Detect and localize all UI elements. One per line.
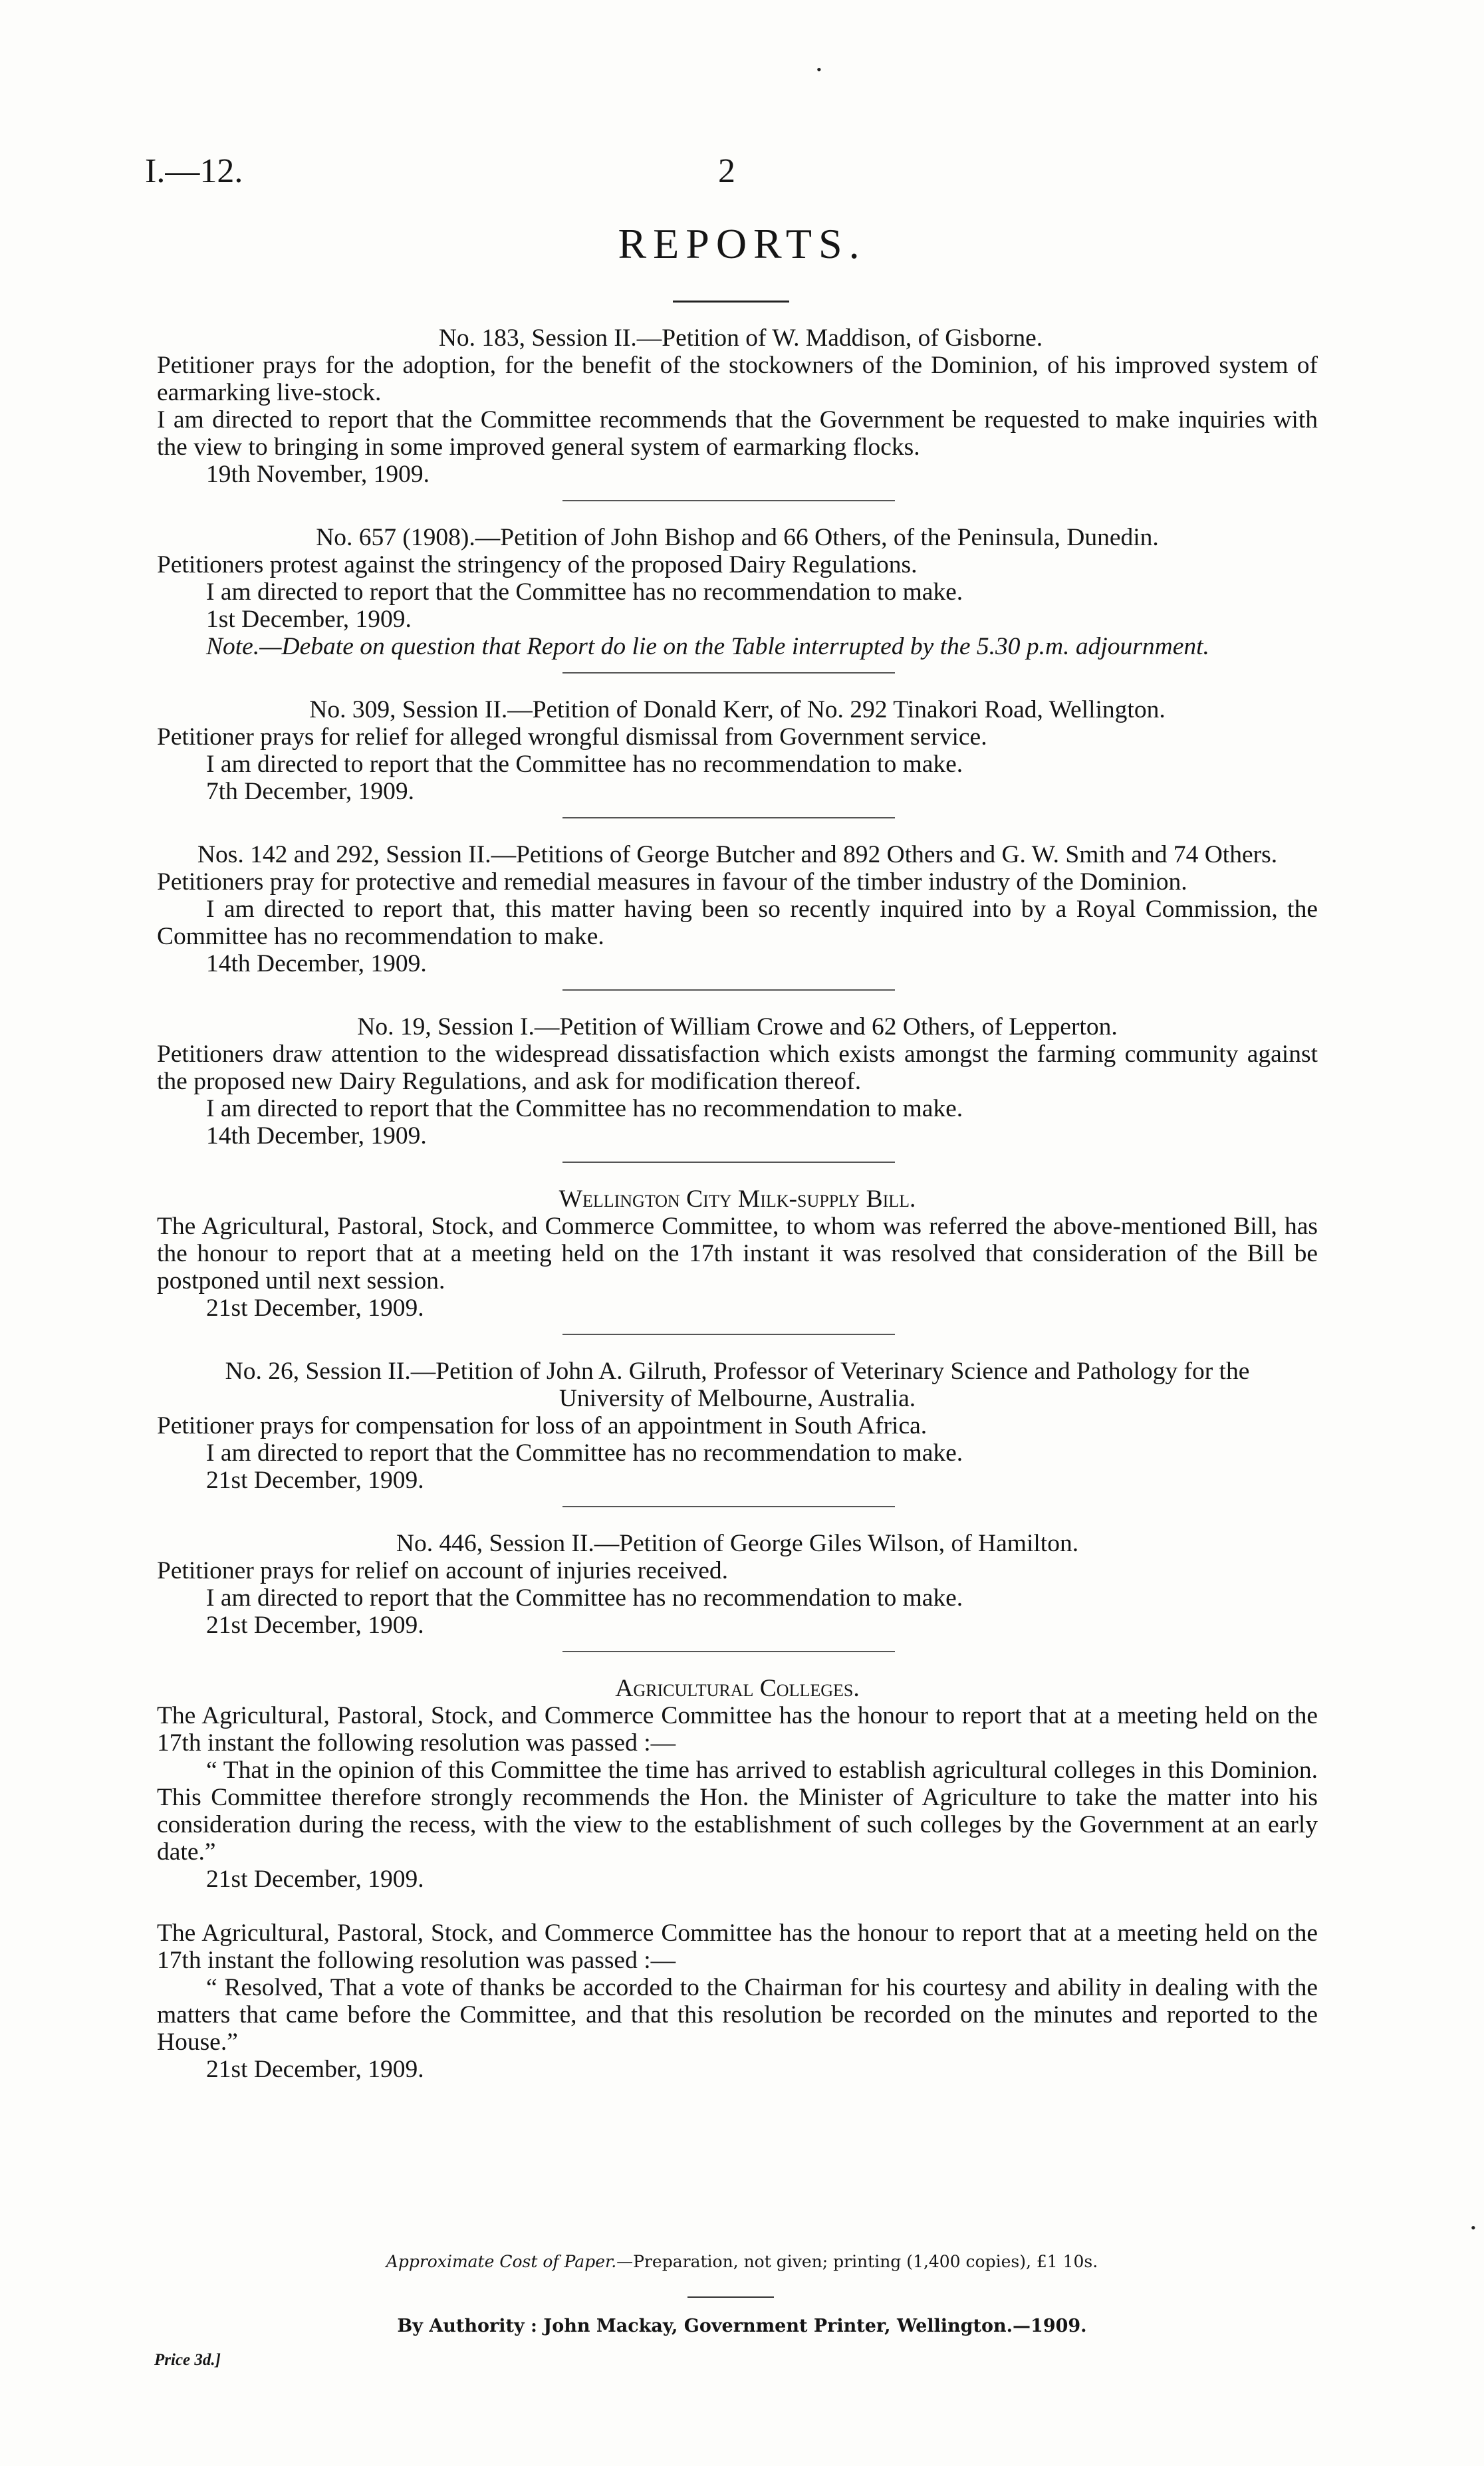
section-paragraph: Petitioner prays for relief for alleged wrongful dismissal from Government service. (157, 723, 987, 751)
cost-text: —Preparation, not given; printing (1,400 copies), £1 10s. (616, 2252, 1098, 2271)
footer-rule (687, 2296, 774, 2298)
section-paragraph: Petitioner prays for the adoption, for the benefit of the stockowners of the Dominion, of his improved system of earmarking live-stock. (157, 352, 1318, 406)
section-paragraph: Petitioners draw attention to the widespread dissatisfaction which exists amongst the farming community against the proposed new Dairy Regulations, and ask for modification thereof. (157, 1041, 1318, 1095)
section-paragraph: I am directed to report that, this matter having been so recently inquired into by a Royal Commission, the Committee has no recommendation to make. (157, 896, 1318, 950)
section-paragraph: The Agricultural, Pastoral, Stock, and Commerce Committee, to whom was referred the above-mentioned Bill, has the honour to report that at a meeting held on the 17th instant it was resolved that consideration of the Bill be postponed until next session. (157, 1213, 1318, 1295)
section-rule (562, 672, 895, 674)
report-section (157, 324, 1318, 501)
section-paragraph: Petitioners pray for protective and remedial measures in favour of the timber industry of the Dominion. (157, 868, 1187, 896)
report-section (157, 1675, 1318, 1893)
section-heading: Agricultural Colleges. (615, 1675, 860, 1702)
report-section (157, 1185, 1318, 1335)
section-paragraph: The Agricultural, Pastoral, Stock, and Commerce Committee has the honour to report that at a meeting held on the 17th instant the following resolution was passed :— (157, 1919, 1318, 1974)
paper-reference: I.—12. (145, 152, 243, 190)
section-rule (562, 1334, 895, 1335)
page-title: REPORTS. (618, 220, 866, 267)
report-section (157, 1013, 1318, 1163)
report-section (157, 1358, 1318, 1507)
section-heading: No. 26, Session II.—Petition of John A. Gilruth, Professor of Veterinary Science and Pathology for the University of Melbourne, Australia. (225, 1358, 1250, 1412)
section-rule (562, 989, 895, 991)
cost-label: Approximate Cost of Paper. (386, 2252, 617, 2271)
report-section (157, 524, 1318, 674)
section-paragraph: I am directed to report that the Committee recommends that the Government be requested to make inquiries with the view to bringing in some improved general system of earmarking flocks. (157, 406, 1318, 461)
section-paragraph: I am directed to report that the Committee has no recommendation to make. (206, 1095, 963, 1122)
section-date: 7th December, 1909. (206, 778, 414, 805)
section-heading: Wellington City Milk-supply Bill. (558, 1185, 916, 1213)
section-paragraph: Petitioners protest against the stringency of the proposed Dairy Regulations. (157, 551, 918, 578)
section-heading: No. 446, Session II.—Petition of George Giles Wilson, of Hamilton. (396, 1530, 1079, 1557)
section-date: 14th December, 1909. (206, 1122, 427, 1150)
section-heading: Nos. 142 and 292, Session II.—Petitions of George Butcher and 892 Others and G. W. Smith and 74 Others. (197, 841, 1278, 868)
cost-of-paper (0, 2252, 1484, 2271)
title-rule (673, 301, 789, 303)
section-paragraph: Petitioner prays for relief on account of injuries received. (157, 1557, 729, 1584)
section-paragraph: The Agricultural, Pastoral, Stock, and Commerce Committee has the honour to report that at a meeting held on the 17th instant the following resolution was passed :— (157, 1702, 1318, 1757)
section-date: 14th December, 1909. (206, 950, 427, 977)
scan-speck-icon: • (816, 61, 822, 78)
section-paragraph: I am directed to report that the Committee has no recommendation to make. (206, 751, 963, 778)
section-rule (562, 1506, 895, 1507)
page-number: 2 (718, 152, 735, 190)
section-paragraph: Petitioner prays for compensation for loss of an appointment in South Africa. (157, 1412, 928, 1439)
section-date: 19th November, 1909. (206, 461, 430, 488)
section-paragraph: I am directed to report that the Committee has no recommendation to make. (206, 1584, 963, 1612)
report-section (157, 1919, 1318, 2083)
price-note: Price 3d.] (154, 2351, 221, 2369)
section-paragraph: I am directed to report that the Committee has no recommendation to make. (206, 578, 963, 606)
section-quote: “ Resolved, That a vote of thanks be accorded to the Chairman for his courtesy and ability in dealing with the matters that came before the Committee, and that this resolution be recorded on the minutes and reported to the House.” (157, 1974, 1318, 2056)
section-date: 21st December, 1909. (206, 1295, 424, 1322)
section-date: 21st December, 1909. (206, 1467, 424, 1494)
section-heading: No. 19, Session I.—Petition of William Crowe and 62 Others, of Lepperton. (357, 1013, 1118, 1041)
section-heading: No. 309, Session II.—Petition of Donald Kerr, of No. 292 Tinakori Road, Wellington. (309, 696, 1166, 723)
printer-authority: By Authority : John Mackay, Government Printer, Wellington.—1909. (397, 2316, 1087, 2336)
section-date: 21st December, 1909. (206, 1612, 424, 1639)
section-rule (562, 1651, 895, 1652)
report-section (157, 696, 1318, 818)
reports-body (157, 324, 1318, 2083)
section-rule (562, 500, 895, 501)
section-note: Note.—Debate on question that Report do lie on the Table interrupted by the 5.30 p.m. adjournment. (206, 633, 1209, 660)
section-heading: No. 657 (1908).—Petition of John Bishop and 66 Others, of the Peninsula, Dunedin. (316, 524, 1159, 551)
section-date: 21st December, 1909. (206, 1866, 424, 1893)
scan-speck-icon: • (1471, 2219, 1476, 2236)
section-rule (562, 1162, 895, 1163)
section-date: 1st December, 1909. (206, 606, 412, 633)
section-date: 21st December, 1909. (206, 2056, 424, 2083)
report-section (157, 1530, 1318, 1652)
report-section (157, 841, 1318, 991)
section-rule (562, 817, 895, 818)
section-paragraph: I am directed to report that the Committee has no recommendation to make. (206, 1439, 963, 1467)
section-quote: “ That in the opinion of this Committee the time has arrived to establish agricultural colleges in this Dominion. This Committee therefore strongly recommends the Hon. the Minister of Agriculture to take the matter into his consideration during the recess, with the view to the establishment of such colleges by the Government at an early date.” (157, 1757, 1318, 1866)
section-heading: No. 183, Session II.—Petition of W. Maddison, of Gisborne. (438, 324, 1043, 352)
